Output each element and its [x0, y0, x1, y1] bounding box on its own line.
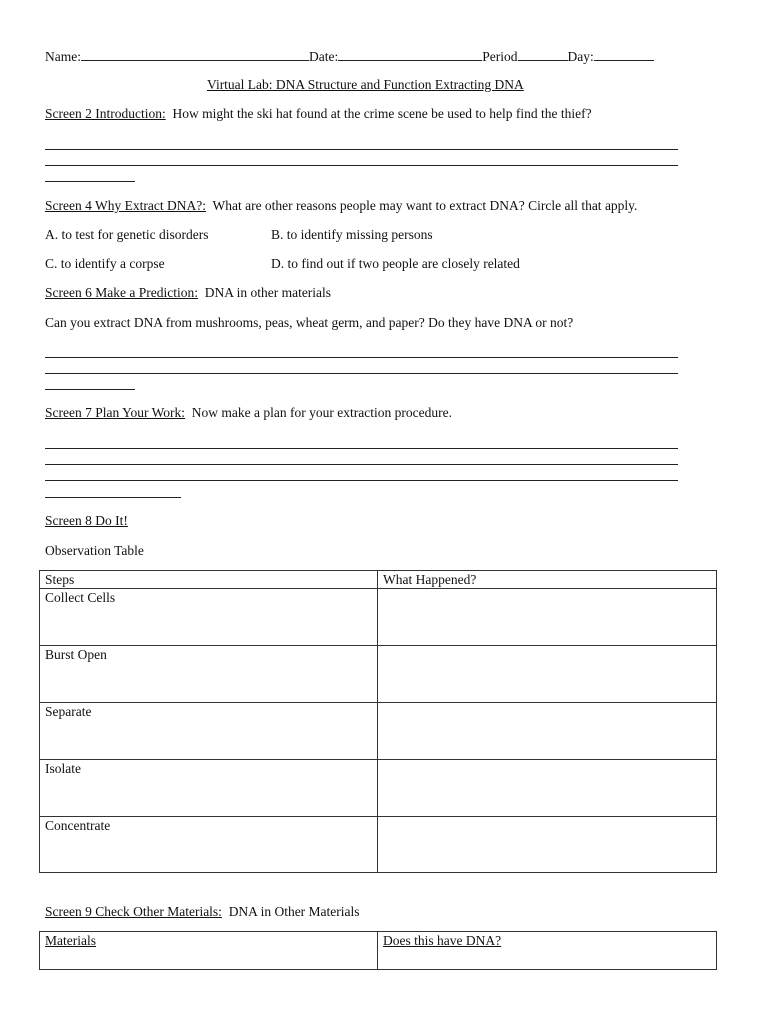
screen7-text: Now make a plan for your extraction procedure. — [191, 405, 452, 420]
screen2-answer-line-1[interactable] — [45, 149, 678, 150]
materials-table — [39, 931, 717, 970]
screen9-heading: Screen 9 Check Other Materials: — [45, 904, 222, 919]
day-field[interactable] — [594, 49, 654, 61]
screen7-answer-line-4[interactable] — [45, 497, 181, 498]
screen2-prompt — [45, 107, 592, 121]
table-row — [40, 817, 717, 873]
screen7-prompt — [45, 406, 452, 420]
observation-table-caption: Observation Table — [45, 543, 144, 558]
table-row — [40, 589, 717, 646]
observation-cell[interactable] — [378, 589, 717, 646]
page-title: Virtual Lab: DNA Structure and Function Extracting DNA — [207, 77, 524, 92]
screen7-heading: Screen 7 Plan Your Work: — [45, 405, 186, 420]
observation-table — [39, 570, 717, 873]
screen9-subtitle: DNA in Other Materials — [228, 904, 360, 919]
screen9-prompt — [45, 905, 360, 919]
screen4-heading: Screen 4 Why Extract DNA?: — [45, 198, 206, 213]
screen6-prompt — [45, 286, 331, 300]
step-cell: Collect Cells — [40, 589, 378, 646]
option-b[interactable]: B. to identify missing persons — [271, 227, 433, 242]
screen2-answer-line-3[interactable] — [45, 181, 135, 182]
step-cell: Isolate — [40, 760, 378, 817]
observation-cell[interactable] — [378, 817, 717, 873]
screen6-question: Can you extract DNA from mushrooms, peas, wheat germ, and paper? Do they have DNA or not? — [45, 315, 574, 330]
screen2-heading: Screen 2 Introduction: — [45, 106, 166, 121]
name-label: Name: — [45, 49, 81, 64]
screen6-answer-line-1[interactable] — [45, 357, 678, 358]
table-row — [40, 760, 717, 817]
option-c[interactable]: C. to identify a corpse — [45, 256, 165, 271]
date-label: Date: — [309, 49, 339, 64]
step-cell: Separate — [40, 703, 378, 760]
header-fields — [45, 49, 654, 64]
day-label: Day: — [567, 49, 594, 64]
period-label: Period — [482, 49, 518, 64]
observation-cell[interactable] — [378, 703, 717, 760]
screen4-prompt — [45, 199, 637, 213]
screen6-heading: Screen 6 Make a Prediction: — [45, 285, 198, 300]
screen6-answer-line-2[interactable] — [45, 373, 678, 374]
screen6-subtitle: DNA in other materials — [204, 285, 332, 300]
observation-cell[interactable] — [378, 760, 717, 817]
table-header-row — [40, 932, 717, 970]
screen2-question: How might the ski hat found at the crime scene be used to help find the thief? — [172, 106, 592, 121]
option-d[interactable]: D. to find out if two people are closely related — [271, 256, 520, 271]
screen6-answer-line-3[interactable] — [45, 389, 135, 390]
step-cell: Burst Open — [40, 646, 378, 703]
screen7-answer-line-1[interactable] — [45, 448, 678, 449]
table-row — [40, 703, 717, 760]
period-field[interactable] — [518, 49, 568, 61]
step-cell: Concentrate — [40, 817, 378, 873]
date-field[interactable] — [338, 49, 482, 61]
column-header-has-dna: Does this have DNA? — [378, 932, 717, 970]
table-row — [40, 646, 717, 703]
screen4-question: What are other reasons people may want to extract DNA? Circle all that apply. — [212, 198, 638, 213]
column-header-materials: Materials — [40, 932, 378, 970]
column-header-what-happened: What Happened? — [378, 571, 717, 589]
name-field[interactable] — [81, 49, 309, 61]
screen7-answer-line-3[interactable] — [45, 480, 678, 481]
table-header-row — [40, 571, 717, 589]
observation-cell[interactable] — [378, 646, 717, 703]
option-a[interactable]: A. to test for genetic disorders — [45, 227, 209, 242]
column-header-steps: Steps — [40, 571, 378, 589]
screen7-answer-line-2[interactable] — [45, 464, 678, 465]
screen8-heading: Screen 8 Do It! — [45, 513, 128, 528]
screen2-answer-line-2[interactable] — [45, 165, 678, 166]
